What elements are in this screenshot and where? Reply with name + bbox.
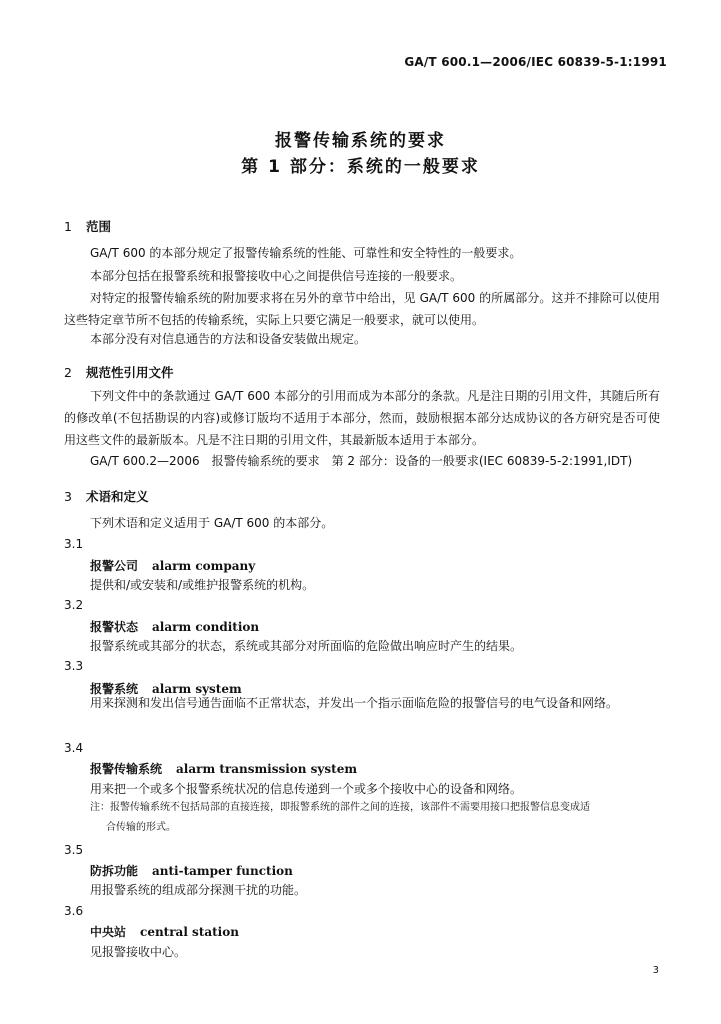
term-chinese: 防拆功能 <box>90 864 139 878</box>
note-line: 注：报警传输系统不包括局部的直接连接，即报警系统的部件之间的连接，该部件不需要用接口把报警信息变成适 <box>90 802 590 813</box>
section-number: 3 <box>64 489 72 504</box>
term-chinese: 中央站 <box>90 925 127 939</box>
term-definition: 报警系统或其部分的状态，系统或其部分对所面临的危险做出响应时产生的结果。 <box>90 639 523 653</box>
term-english: anti-tamper function <box>152 864 293 878</box>
note-line: 合传输的形式。 <box>106 822 176 833</box>
section-heading <box>64 217 111 235</box>
term-number: 3.1 <box>64 537 84 551</box>
term-number: 3.3 <box>64 659 84 673</box>
term-english: alarm company <box>152 559 256 573</box>
paragraph: GA/T 600 的本部分规定了报警传输系统的性能、可靠性和安全特性的一般要求。 <box>90 246 522 260</box>
term-entry <box>90 862 293 879</box>
term-chinese: 报警传输系统 <box>90 762 163 776</box>
normative-reference: GA/T 600.2—2006 报警传输系统的要求 第 2 部分：设备的一般要求(IEC 60839-5-2:1991,IDT) <box>90 454 633 468</box>
term-definition: 用来探测和发出信号通告面临不正常状态，并发出一个指示面临危险的报警信号的电气设备和网络。 <box>90 696 619 710</box>
term-definition: 提供和/或安装和/或维护报警系统的机构。 <box>90 578 315 592</box>
section-title: 范围 <box>86 219 112 234</box>
term-chinese: 报警系统 <box>90 682 139 696</box>
term-english: alarm transmission system <box>176 762 358 776</box>
section-number: 2 <box>64 365 72 380</box>
document-title: 报警传输系统的要求 <box>275 131 446 151</box>
page-number: 3 <box>652 965 659 976</box>
term-english: alarm condition <box>152 620 260 634</box>
standard-number: GA/T 600.1—2006/IEC 60839-5-1:1991 <box>404 55 667 69</box>
section-number: 1 <box>64 219 72 234</box>
term-definition: 用来把一个或多个报警系统状况的信息传递到一个或多个接收中心的设备和网络。 <box>90 782 523 796</box>
term-number: 3.2 <box>64 598 84 612</box>
term-chinese: 报警状态 <box>90 620 139 634</box>
term-entry <box>90 760 357 777</box>
document-subtitle: 第 1 部分：系统的一般要求 <box>241 157 480 177</box>
section-title: 规范性引用文件 <box>86 365 174 380</box>
term-entry <box>90 618 259 635</box>
term-entry <box>90 557 255 574</box>
term-english: alarm system <box>152 682 242 696</box>
paragraph: 下列文件中的条款通过 GA/T 600 本部分的引用而成为本部分的条款。凡是注日期的引用文件，其随后所有的修改单(不包括勘误的内容)或修订版均不适用于本部分，然而，鼓励根据本部分达成协议的各方研究是否可使用这些文件的最新版本。凡是不注日期的引用文件，其最新版本适用于本部分。 <box>64 389 660 447</box>
paragraph: 本部分包括在报警系统和报警接收中心之间提供信号连接的一般要求。 <box>90 269 463 283</box>
section-title: 术语和定义 <box>86 489 149 504</box>
term-english: central station <box>140 925 239 939</box>
term-note <box>90 798 662 838</box>
paragraph: 下列术语和定义适用于 GA/T 600 的本部分。 <box>90 516 334 530</box>
term-number: 3.5 <box>64 843 84 857</box>
term-definition: 见报警接收中心。 <box>90 945 187 959</box>
term-number: 3.4 <box>64 741 84 755</box>
term-number: 3.6 <box>64 904 84 918</box>
term-chinese: 报警公司 <box>90 559 139 573</box>
paragraph: 本部分没有对信息通告的方法和设备安装做出规定。 <box>90 332 367 346</box>
section-heading <box>64 487 149 505</box>
term-entry <box>90 923 239 940</box>
term-definition: 用报警系统的组成部分探测干扰的功能。 <box>90 883 307 897</box>
paragraph: 对特定的报警传输系统的附加要求将在另外的章节中给出，见 GA/T 600 的所属部分。这并不排除可以使用这些特定章节所不包括的传输系统，实际上只要它满足一般要求，就可以使用。 <box>64 291 660 327</box>
section-heading <box>64 363 174 381</box>
